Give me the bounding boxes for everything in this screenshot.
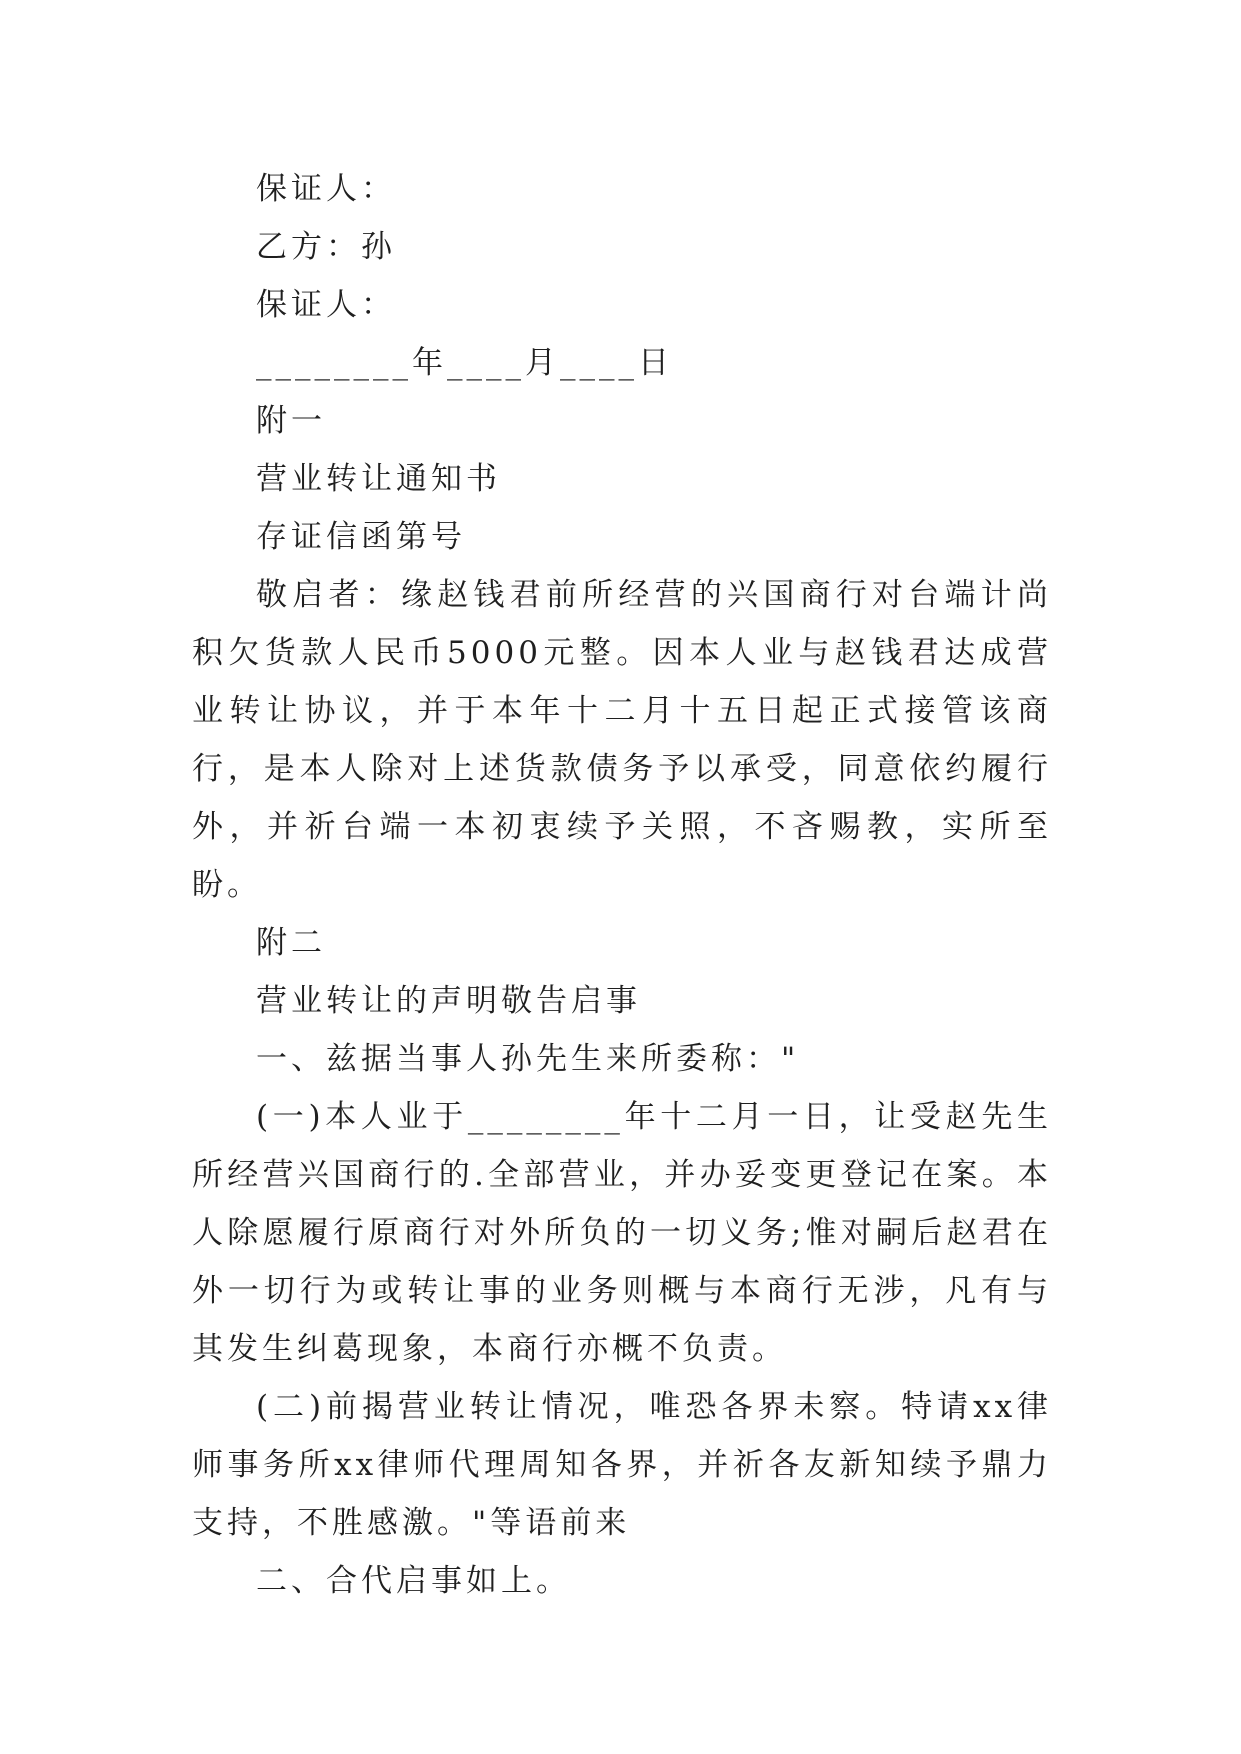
appendix-1-heading: 附一 bbox=[256, 403, 326, 439]
announcement-title: 营业转让的声明敬告启事 bbox=[256, 983, 641, 1019]
notice-body: 敬启者：缘赵钱君前所经营的兴国商行对台端计尚积欠货款人民币5000元整。因本人业与赵钱君达成营业转让协议，并于本年十二月十五日起正式接管该商行，是本人除对上述货款债务予以承受，同意依约履行外，并祈台端一本初衷续予关照，不吝赐教，实所至盼。 bbox=[192, 577, 1052, 903]
announcement-subitem-1: (一)本人业于________年十二月一日，让受赵先生所经营兴国商行的.全部营业，并办妥变更登记在案。本人除愿履行原商行对外所负的一切义务;惟对嗣后赵君在外一切行为或转让事的业务则概与本商行无涉，凡有与其发生纠葛现象，本商行亦概不负责。 bbox=[192, 1099, 1052, 1367]
announcement-item-1: 一、兹据当事人孙先生来所委称：" bbox=[256, 1041, 800, 1077]
document-body bbox=[192, 160, 1052, 1610]
notice-title: 营业转让通知书 bbox=[256, 461, 501, 497]
date-line: ________年____月____日 bbox=[256, 345, 673, 381]
letter-number: 存证信函第号 bbox=[256, 519, 466, 555]
guarantor-line-1: 保证人： bbox=[256, 171, 396, 207]
announcement-subitem-2: (二)前揭营业转让情况，唯恐各界未察。特请xx律师事务所xx律师代理周知各界，并祈各友新知续予鼎力支持，不胜感激。"等语前来 bbox=[192, 1389, 1052, 1541]
appendix-2-heading: 附二 bbox=[256, 925, 326, 961]
announcement-item-2: 二、合代启事如上。 bbox=[256, 1563, 571, 1599]
guarantor-line-2: 保证人： bbox=[256, 287, 396, 323]
party-b-line: 乙方：孙 bbox=[256, 229, 396, 265]
